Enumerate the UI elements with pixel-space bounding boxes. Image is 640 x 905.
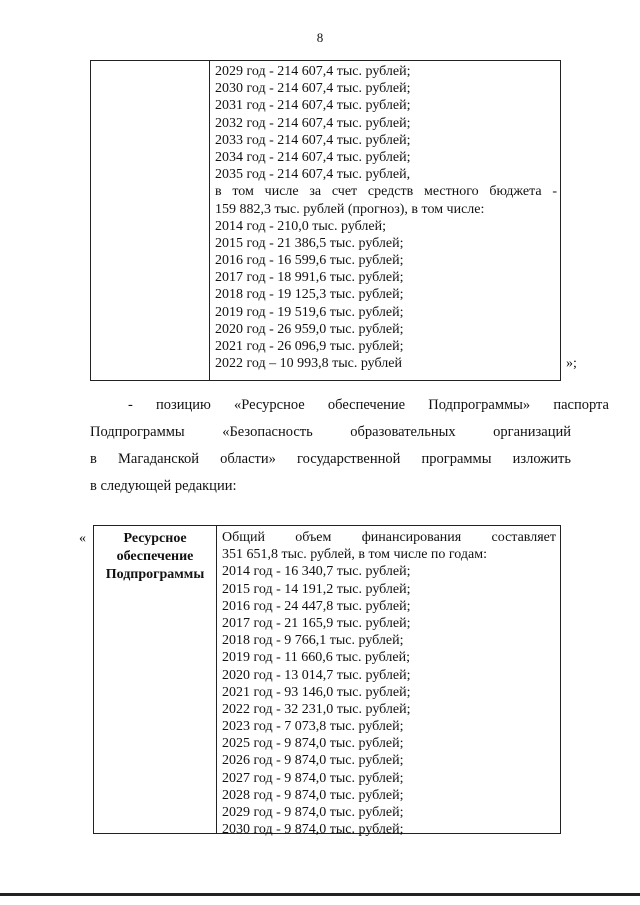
word: -: [128, 397, 133, 413]
word: Подпрограммы: [90, 424, 185, 440]
funding-line: 2021 год - 93 146,0 тыс. рублей;: [222, 684, 411, 700]
paragraph-line-1: [90, 397, 609, 414]
word: за: [309, 184, 322, 200]
funding-line: 2022 год – 10 993,8 тыс. рублей: [215, 356, 402, 372]
word: «Безопасность: [222, 424, 313, 440]
word: Общий: [222, 530, 265, 545]
funding-line: 2017 год - 18 991,6 тыс. рублей;: [215, 270, 404, 286]
funding-line: 2018 год - 19 125,3 тыс. рублей;: [215, 287, 404, 303]
funding-line: 2019 год - 19 519,6 тыс. рублей;: [215, 304, 404, 320]
word: в: [215, 184, 222, 200]
word: счет: [331, 184, 358, 200]
header-line: Подпрограммы: [105, 567, 205, 582]
resource-provision-table: [93, 525, 561, 838]
word: числе: [264, 184, 299, 200]
word: программы: [421, 451, 492, 467]
funding-line: 2022 год - 32 231,0 тыс. рублей;: [222, 701, 411, 717]
word: финансирования: [361, 530, 462, 545]
table1-bottom-lines: [215, 201, 557, 373]
word: том: [232, 184, 254, 200]
funding-line: 2015 год - 14 191,2 тыс. рублей;: [222, 581, 411, 597]
paragraph-line-4: в следующей редакции:: [90, 478, 237, 494]
word: местного: [423, 184, 479, 200]
funding-line: 2030 год - 9 874,0 тыс. рублей;: [222, 822, 404, 838]
funding-line: 2014 год - 210,0 тыс. рублей;: [215, 218, 387, 234]
funding-line: 2015 год - 21 386,5 тыс. рублей;: [215, 235, 404, 251]
word: организаций: [493, 424, 571, 440]
header-line: обеспечение: [116, 549, 194, 564]
header-line: Ресурсное: [123, 531, 187, 546]
word: изложить: [512, 451, 571, 467]
table1-empty-label-cell: [91, 61, 210, 380]
paragraph-line-2: [90, 424, 571, 441]
word: позицию: [156, 397, 211, 413]
table2-header-cell: [94, 526, 217, 833]
table2-year-lines: [222, 546, 556, 838]
table2-total-line: [222, 529, 556, 546]
word: Магаданской: [117, 451, 200, 467]
funding-line: 2033 год - 214 607,4 тыс. рублей;: [215, 132, 411, 148]
funding-line: 2028 год - 9 874,0 тыс. рублей;: [222, 787, 404, 803]
funding-line: 2014 год - 16 340,7 тыс. рублей;: [222, 564, 411, 580]
funding-line: 2029 год - 9 874,0 тыс. рублей;: [222, 805, 404, 820]
word: обеспечение: [327, 397, 406, 413]
funding-line: 2020 год - 26 959,0 тыс. рублей;: [215, 321, 404, 337]
word: «Ресурсное: [234, 397, 305, 413]
table1-local-budget-line: [215, 183, 557, 200]
word: паспорта: [553, 397, 609, 413]
page-number: 8: [316, 30, 324, 45]
word: средств: [367, 184, 414, 200]
funding-line: 2023 год - 7 073,8 тыс. рублей;: [222, 719, 404, 735]
funding-line: 2019 год - 11 660,6 тыс. рублей;: [222, 650, 410, 666]
closing-quote: »;: [566, 356, 577, 371]
word: Подпрограммы»: [428, 397, 531, 413]
bottom-rule: [0, 893, 640, 896]
word: государственной: [297, 451, 401, 467]
funding-line: 351 651,8 тыс. рублей, в том числе по годам:: [222, 547, 487, 563]
table2-funding-cell: [222, 529, 556, 838]
table1-funding-cell: [215, 63, 557, 372]
funding-line: 2030 год - 214 607,4 тыс. рублей;: [215, 81, 411, 97]
funding-line: 2025 год - 9 874,0 тыс. рублей;: [222, 736, 404, 752]
funding-line: 2029 год - 214 607,4 тыс. рублей;: [215, 64, 411, 79]
funding-line: 2016 год - 16 599,6 тыс. рублей;: [215, 253, 404, 269]
funding-line: 2017 год - 21 165,9 тыс. рублей;: [222, 615, 411, 631]
funding-table-continued: [90, 60, 561, 381]
opening-quote: «: [79, 531, 86, 546]
funding-line: 2034 год - 214 607,4 тыс. рублей;: [215, 149, 411, 165]
funding-line: 159 882,3 тыс. рублей (прогноз), в том числе:: [215, 201, 485, 217]
table1-top-lines: [215, 63, 557, 183]
funding-line: 2031 год - 214 607,4 тыс. рублей;: [215, 98, 411, 114]
funding-line: 2018 год - 9 766,1 тыс. рублей;: [222, 633, 404, 649]
word: в: [90, 451, 97, 467]
word: бюджета: [489, 184, 542, 200]
word: составляет: [491, 530, 556, 545]
word: -: [552, 184, 557, 200]
funding-line: 2016 год - 24 447,8 тыс. рублей;: [222, 598, 411, 614]
funding-line: 2026 год - 9 874,0 тыс. рублей;: [222, 753, 404, 769]
funding-line: 2021 год - 26 096,9 тыс. рублей;: [215, 339, 404, 354]
funding-line: 2020 год - 13 014,7 тыс. рублей;: [222, 667, 411, 683]
funding-line: 2035 год - 214 607,4 тыс. рублей,: [215, 167, 411, 183]
paragraph-line-3: [90, 451, 571, 468]
funding-line: 2032 год - 214 607,4 тыс. рублей;: [215, 115, 411, 131]
word: области»: [220, 451, 276, 467]
word: образовательных: [350, 424, 456, 440]
word: объем: [295, 530, 332, 545]
funding-line: 2027 год - 9 874,0 тыс. рублей;: [222, 770, 404, 786]
table2-header-text: [94, 526, 216, 584]
